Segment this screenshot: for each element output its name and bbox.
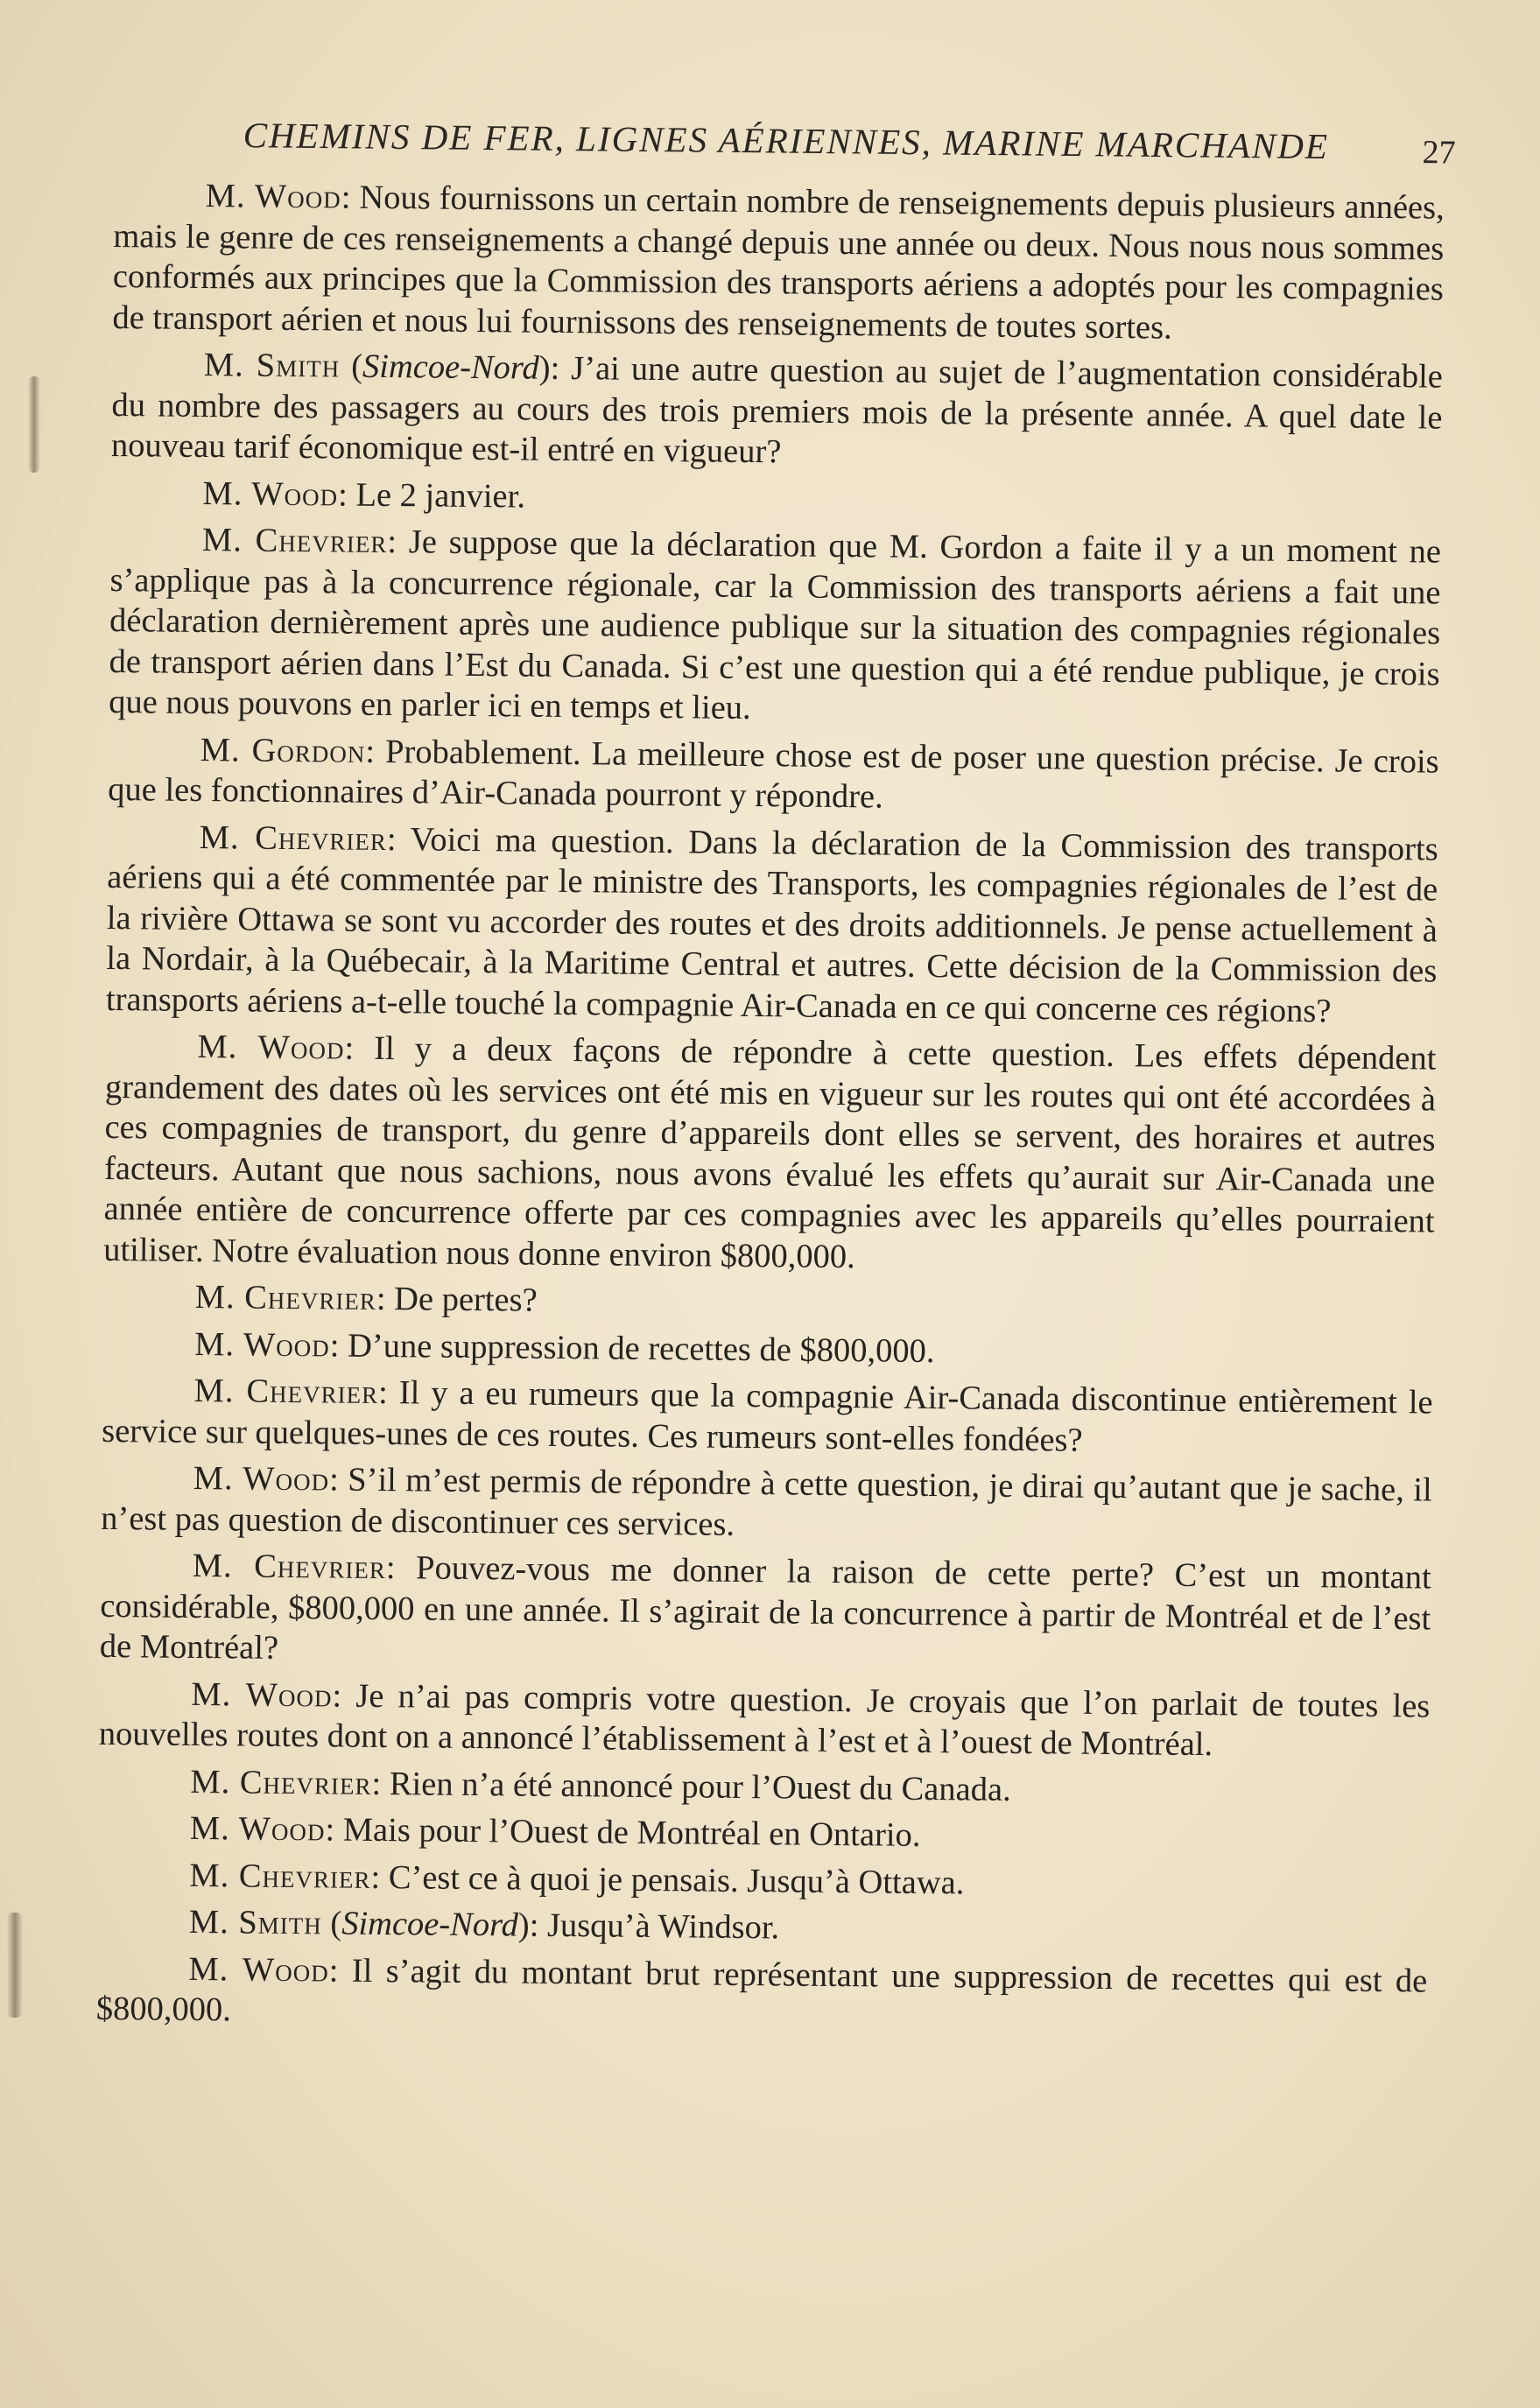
speech-text: : Je suppose que la déclaration que M. Gordon a faite il y a un moment ne s’applique pas à la concurrence régionale, car la Commission des transports aériens a fait une déclaration dernièrement après une audience publique sur la situation des compagnies régionales de transport aérien dans l’Est du Canada. Si c’est une question qui a été rendue publique, je crois que nous pouvons en parler ici en temps et lieu. (109, 523, 1442, 727)
speaker-riding: Simcoe-Nord (341, 1905, 519, 1944)
transcript-paragraph (103, 1026, 1437, 1283)
speaker-name: M. Wood (205, 178, 341, 216)
speech-text: : Nous fournissons un certain nombre de renseignements depuis plusieurs années, mais le genre de ces renseignements a changé depuis une année ou deux. Nous nous nous sommes conformés aux principes que la Commission des transports aériens a adoptés pour les compagnies de transport aérien et nous lui fournissons des renseignements de toutes sortes. (112, 179, 1445, 347)
speech-text: : Jusqu’à Windsor. (529, 1906, 780, 1947)
speech-text: : D’une suppression de recettes de $800,000. (329, 1326, 935, 1370)
speaker-name: M. Chevrier (189, 1857, 371, 1896)
speech-text: : Mais pour l’Ouest de Montréal en Ontario. (325, 1811, 921, 1854)
speech-text: : Je n’ai pas compris votre question. Je croyais que l’on parlait de toutes les nouvelles routes dont on a annoncé l’établissement à l’est et à l’ouest de Montréal. (98, 1676, 1431, 1764)
speech-text: : Il s’agit du montant brut représentant une suppression de recettes qui est de $800,000. (95, 1951, 1428, 2029)
speaker-name: M. Wood (189, 1809, 326, 1849)
speech-text: : Rien n’a été annoncé pour l’Ouest du Canada. (371, 1765, 1011, 1808)
speaker-name: M. Chevrier (199, 818, 388, 858)
transcript-paragraph (110, 472, 1441, 525)
transcript-paragraph (102, 1323, 1433, 1376)
transcript-body (96, 175, 1445, 2048)
speaker-name: M. Chevrier (193, 1372, 379, 1411)
transcript-paragraph (99, 1673, 1431, 1767)
speech-text: : S’il m’est permis de répondre à cette question, je dirai qu’autant que je sache, il n’est pas question de discontinuer ces services. (101, 1461, 1432, 1543)
speech-text: : C’est ce à quoi je pensais. Jusqu’à Ottawa. (370, 1858, 965, 1901)
speaker-name: M. Chevrier (192, 1547, 387, 1587)
speaker-name: M. Chevrier (201, 521, 388, 561)
transcript-paragraph (101, 1457, 1432, 1552)
speaker-name: M. Wood (202, 474, 339, 513)
speech-text: : Voici ma question. Dans la déclaration de la Commission des transports aériens qui a été commentée par le ministre des Transports, les compagnies régionales de l’est de la rivière Ottawa se sont vu accorder des routes et des droits additionnels. Je pense actuellement à la Nordair, à la Québecair, à la Maritime Central et autres. Cette décision de la Commission des transports aériens a-t-elle touché la compagnie Air-Canada en ce qui concerne ces régions? (105, 820, 1438, 1029)
speaker-name: M. Wood (188, 1950, 329, 1989)
transcript-paragraph (102, 1370, 1433, 1464)
transcript-paragraph (97, 1901, 1428, 1955)
speaker-name: M. Wood (197, 1028, 345, 1067)
speaker-name: M. Gordon (200, 731, 366, 770)
transcript-paragraph (100, 1545, 1431, 1680)
speech-text: : Pouvez-vous me donner la raison de cette perte? C’est un montant considérable, $800,000 en une année. Il s’agirait de la concurrence à partir de Montréal et de l’est de Montréal? (99, 1549, 1431, 1667)
speech-text: : Il y a deux façons de répondre à cette question. Les effets dépendent grandement des dates où les services ont été mis en vigueur sur les routes qui ont été accordées à ces compagnies de transport, du genre d’appareils dont elles se servent, des horaires et autres facteurs. Autant que nous sachions, nous avons évalué les effets qu’aurait sur Air-Canada une année entière de concurrence offerte par ces compagnies avec les appareils qu’elles pourraient utiliser. Notre évaluation nous donne environ $800,000. (103, 1029, 1437, 1275)
speaker-name: M. Wood (193, 1325, 331, 1364)
riding-close-paren: ) (538, 349, 551, 387)
speech-text: : J’ai une autre question au sujet de l’augmentation considérable du nombre des passagers au cours des trois premiers mois de la présente année. A quel date le nouveau tarif économique est-il entré en vigueur? (110, 349, 1444, 471)
binding-mark-lower (7, 1913, 23, 2018)
speaker-name: M. Chevrier (194, 1278, 377, 1317)
speaker-name: M. Smith (188, 1903, 322, 1942)
speaker-name: M. Smith (203, 346, 341, 385)
speech-text: : Le 2 janvier. (337, 475, 526, 516)
running-title: CHEMINS DE FER, LIGNES AÉRIENNES, MARINE MARCHANDE (243, 115, 1330, 167)
speaker-name: M. Wood (193, 1459, 330, 1499)
transcript-paragraph (112, 175, 1445, 351)
transcript-paragraph (96, 1948, 1428, 2042)
transcript-paragraph (108, 728, 1439, 823)
speech-text: : Probablement. La meilleure chose est de poser une question précise. Je crois que les fonctionnaires d’Air-Canada pourront y répondre. (108, 733, 1439, 816)
transcript-paragraph (106, 816, 1438, 1032)
riding-open-paren: ( (321, 1905, 342, 1942)
transcript-paragraph (98, 1808, 1429, 1861)
transcript-paragraph (102, 1276, 1433, 1330)
riding-open-paren: ( (339, 348, 363, 385)
speech-text: : Il y a eu rumeurs que la compagnie Air-Canada discontinue entièrement le service sur quelques-unes de ces routes. Ces rumeurs sont-elles fondées? (102, 1373, 1433, 1459)
page-number: 27 (1422, 134, 1456, 172)
speech-text: : De pertes? (376, 1280, 538, 1319)
speaker-riding: Simcoe-Nord (362, 348, 539, 387)
transcript-paragraph (97, 1854, 1428, 1907)
speaker-name: M. Wood (191, 1675, 333, 1714)
page-header (236, 114, 1462, 179)
transcript-paragraph (111, 344, 1443, 479)
riding-close-paren: ) (517, 1906, 530, 1944)
speaker-name: M. Chevrier (190, 1763, 372, 1802)
transcript-paragraph (98, 1760, 1429, 1814)
transcript-paragraph (109, 519, 1441, 735)
binding-mark-upper (28, 376, 40, 473)
